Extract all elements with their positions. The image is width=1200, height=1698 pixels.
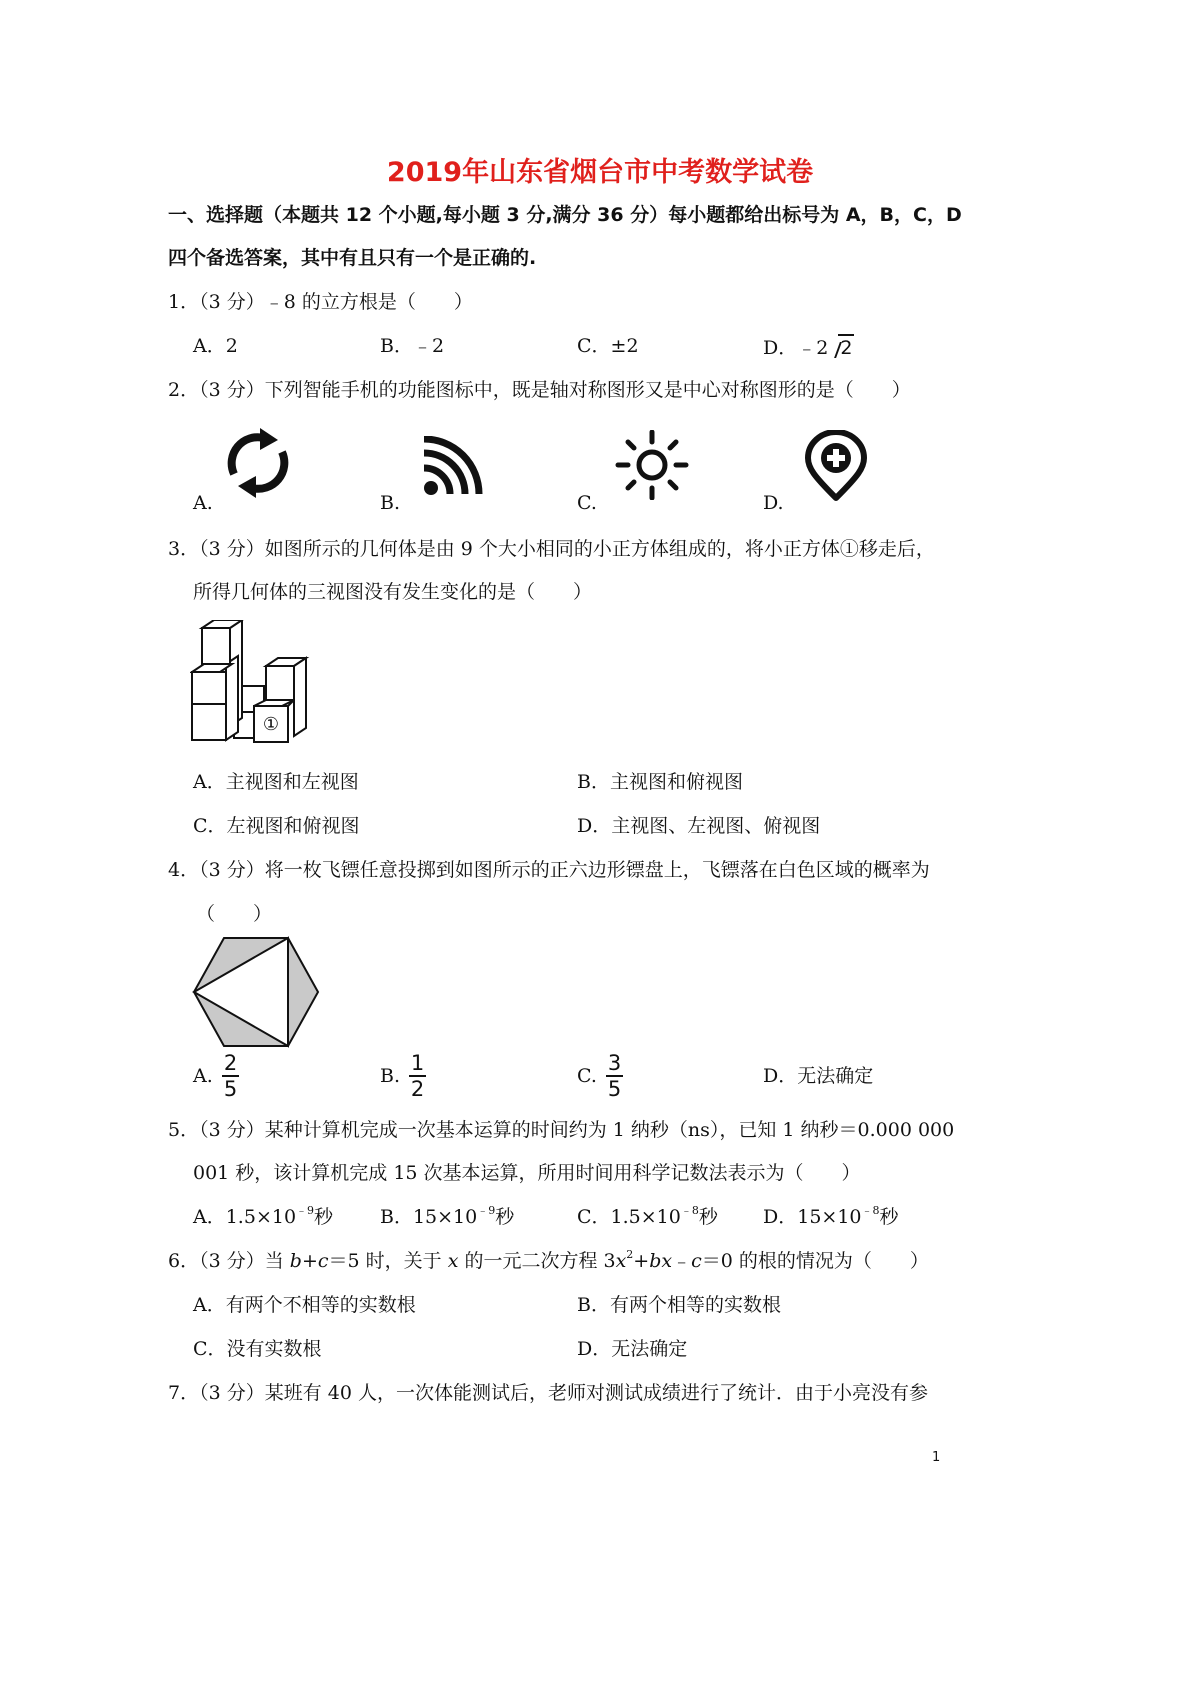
- location-plus-icon: [804, 430, 868, 502]
- q6-minus: ﹣: [672, 1250, 692, 1272]
- q3-option-d: D．主视图、左视图、俯视图: [577, 815, 821, 837]
- q5-option-d: [763, 1205, 899, 1229]
- q3-option-b: B．主视图和俯视图: [577, 771, 743, 793]
- question-1-stem: 1．（3 分）﹣8 的立方根是（ ）: [168, 291, 473, 313]
- q6-var-c: c: [691, 1250, 702, 1272]
- q6-var-b: b: [289, 1250, 302, 1272]
- q6-text: ＝0 的根的情况为（ ）: [701, 1250, 929, 1272]
- question-4-stem: 4．（3 分）将一枚飞镖任意投掷到如图所示的正六边形镖盘上，飞镖落在白色区域的概率为: [168, 859, 930, 881]
- question-5-stem-line2: 001 秒，该计算机完成 15 次基本运算，所用时间用科学记数法表示为（ ）: [193, 1162, 861, 1184]
- q5-b-exponent: ﹣9: [477, 1204, 496, 1217]
- fraction-numerator: 2: [223, 1051, 238, 1075]
- q4-option-b-fraction: [409, 1052, 426, 1100]
- q6-plus: +: [301, 1250, 318, 1272]
- q6-exponent: 2: [626, 1248, 634, 1261]
- fraction-denominator: 2: [410, 1077, 425, 1101]
- q3-option-c: C．左视图和俯视图: [193, 815, 360, 837]
- question-2-stem: 2．（3 分）下列智能手机的功能图标中，既是轴对称图形又是中心对称图形的是（ ）: [168, 379, 911, 401]
- q5-c-exponent: ﹣8: [680, 1204, 699, 1217]
- q1-option-b: B．﹣2: [380, 335, 445, 357]
- q6-option-a: A．有两个不相等的实数根: [193, 1294, 416, 1316]
- cube-one-label: ①: [262, 714, 280, 735]
- q6-var-x: x: [615, 1250, 627, 1272]
- hexagon-dartboard: [190, 936, 322, 1048]
- q5-d-unit: 秒: [879, 1206, 899, 1228]
- cube-stack-figure: [190, 620, 320, 745]
- q6-text: 的一元二次方程 3: [458, 1250, 616, 1272]
- q1-option-a: A．2: [193, 335, 238, 357]
- fraction-numerator: 1: [410, 1051, 425, 1075]
- q2-option-c: C.: [577, 492, 597, 514]
- question-5-stem-line1: 5．（3 分）某种计算机完成一次基本运算的时间约为 1 纳秒（ns），已知 1 纳秒＝0.000 000: [168, 1119, 955, 1141]
- q4-option-a-label: A.: [193, 1065, 213, 1087]
- q6-text: ＝5 时，关于: [328, 1250, 448, 1272]
- q5-d-exponent: ﹣8: [861, 1204, 880, 1217]
- q5-b-base: B．15×10: [380, 1206, 478, 1228]
- q4-option-d: D．无法确定: [763, 1065, 874, 1087]
- q5-c-base: C．1.5×10: [577, 1206, 681, 1228]
- q5-a-unit: 秒: [314, 1206, 334, 1228]
- q2-option-b: B.: [380, 492, 401, 514]
- page-number: 1: [932, 1450, 941, 1465]
- fraction-denominator: 5: [607, 1077, 622, 1101]
- q5-option-a: [193, 1205, 333, 1229]
- sqrt-symbol: [838, 334, 854, 360]
- q6-var-c: c: [317, 1250, 329, 1272]
- q5-option-b: [380, 1205, 514, 1229]
- fraction-numerator: 3: [607, 1051, 622, 1075]
- q1-radicand: 2: [840, 337, 853, 359]
- q6-option-d: D．无法确定: [577, 1338, 688, 1360]
- q5-option-c: [577, 1205, 718, 1229]
- q3-option-a: A．主视图和左视图: [193, 771, 359, 793]
- q6-option-c: C．没有实数根: [193, 1338, 322, 1360]
- question-3-stem-line1: 3．（3 分）如图所示的几何体是由 9 个大小相同的小正方体组成的，将小正方体①移走后，: [168, 538, 935, 560]
- q5-b-unit: 秒: [495, 1206, 515, 1228]
- q4-option-a-fraction: [222, 1052, 239, 1100]
- q6-plus: +: [633, 1250, 650, 1272]
- question-6-stem: [168, 1249, 929, 1273]
- question-3-stem-line2: 所得几何体的三视图没有发生变化的是（ ）: [193, 581, 593, 603]
- question-7-stem: 7．（3 分）某班有 40 人，一次体能测试后，老师对测试成绩进行了统计．由于小亮没有参: [168, 1382, 928, 1404]
- q2-option-a: A.: [193, 492, 213, 514]
- q4-option-c-fraction: [606, 1052, 623, 1100]
- sun-icon: [614, 430, 690, 500]
- q6-option-b: B．有两个相等的实数根: [577, 1294, 781, 1316]
- fraction-denominator: 5: [223, 1077, 238, 1101]
- q2-option-d: D.: [763, 492, 784, 514]
- q5-a-exponent: ﹣9: [296, 1204, 315, 1217]
- wifi-icon: [420, 436, 488, 500]
- refresh-icon: [220, 428, 296, 498]
- q6-var-x: x: [447, 1250, 459, 1272]
- page-title: 2019年山东省烟台市中考数学试卷: [386, 157, 814, 188]
- q6-text: 6．（3 分）当: [168, 1250, 290, 1272]
- section-heading-line1: 一、选择题（本题共 12 个小题,每小题 3 分,满分 36 分）每小题都给出标号为 A，B，C，D: [168, 204, 962, 226]
- q5-c-unit: 秒: [698, 1206, 718, 1228]
- question-4-paren: （ ）: [196, 903, 273, 925]
- q1-option-c: C．±2: [577, 335, 639, 357]
- q4-option-b-label: B.: [380, 1065, 401, 1087]
- section-heading-line2: 四个备选答案，其中有且只有一个是正确的.: [168, 247, 537, 269]
- q6-var-bx: bx: [649, 1250, 673, 1272]
- q1-option-d-prefix: D．﹣2: [763, 337, 829, 359]
- q5-a-base: A．1.5×10: [193, 1206, 297, 1228]
- q4-option-c-label: C.: [577, 1065, 597, 1087]
- q1-option-d: [763, 334, 854, 360]
- q5-d-base: D．15×10: [763, 1206, 862, 1228]
